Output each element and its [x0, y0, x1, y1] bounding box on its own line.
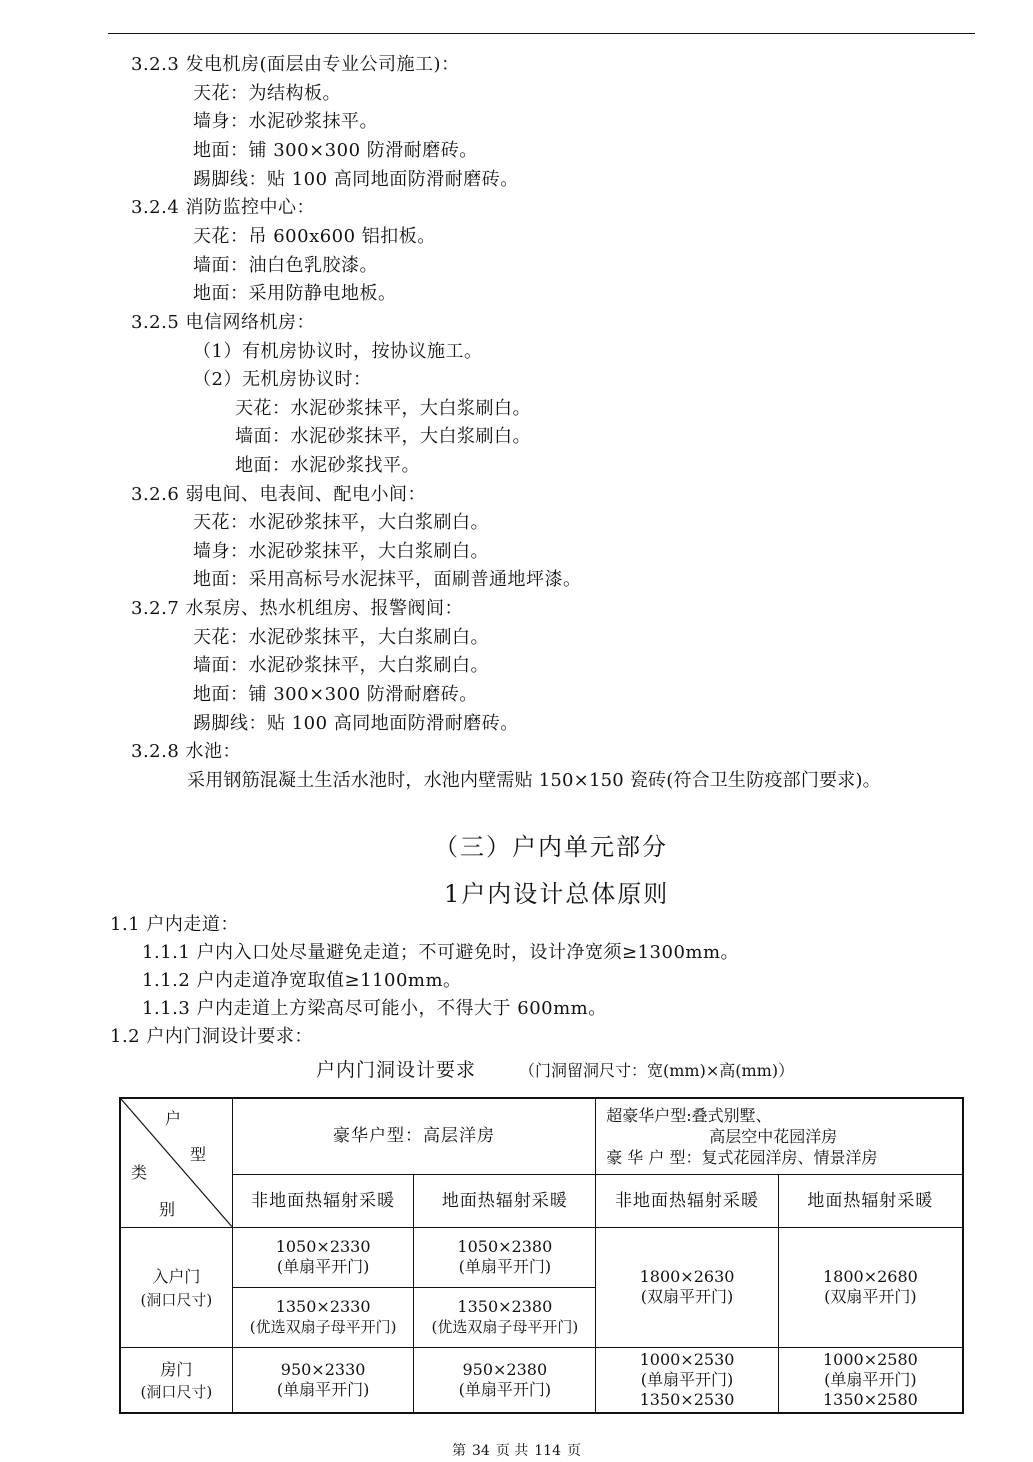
corner-label-lei: 类 — [131, 1163, 148, 1182]
group-header-line: 高层空中花园洋房 — [709, 1126, 838, 1146]
text-line: 踢脚线：贴 100 高同地面防滑耐磨砖。 — [193, 713, 519, 734]
page-number: 34 — [471, 1443, 490, 1459]
group-header-line: 超豪华户型:叠式别墅、 — [606, 1105, 772, 1125]
text-line: 采用钢筋混凝土生活水池时，水池内壁需贴 150×150 瓷砖(符合卫生防疫部门要求)。 — [187, 770, 881, 791]
text-line: 天花：水泥砂浆抹平，大白浆刷白。 — [235, 398, 531, 419]
door-type: (双扇平开门) — [824, 1287, 917, 1306]
corner-label-hu: 户 — [165, 1109, 182, 1128]
footer-prefix: 第 — [451, 1443, 466, 1459]
corner-label-bie: 别 — [159, 1200, 176, 1219]
heading-3-2-4: 3.2.4 消防监控中心： — [131, 197, 316, 218]
door-type: (优选双扇子母平开门) — [249, 1318, 397, 1336]
door-type: (单扇平开门) — [276, 1379, 370, 1399]
col-header-floor: 地面热辐射采暖 — [414, 1174, 596, 1227]
text-line: 1.1.2 户内走道净宽取值≥1100mm。 — [142, 970, 462, 991]
col-header-nonfloor: 非地面热辐射采暖 — [232, 1174, 414, 1227]
text-line: 墙面：油白色乳胶漆。 — [193, 255, 378, 276]
row-header-room-door — [120, 1347, 232, 1413]
text-line: 墙身：水泥砂浆抹平，大白浆刷白。 — [193, 541, 489, 562]
footer-suffix: 页 — [567, 1443, 581, 1459]
text-line: 天花：水泥砂浆抹平，大白浆刷白。 — [193, 512, 489, 533]
heading-1-2: 1.2 户内门洞设计要求： — [110, 1026, 313, 1047]
table-cell — [414, 1227, 596, 1287]
door-size: 1000×2530 — [639, 1349, 735, 1369]
heading-3-2-5: 3.2.5 电信网络机房： — [131, 312, 316, 333]
group-header-high-rise: 豪华户型：高层洋房 — [232, 1098, 595, 1174]
table-corner-header — [120, 1098, 232, 1227]
door-type: (单扇平开门) — [824, 1369, 917, 1389]
door-type: (双扇平开门) — [640, 1287, 734, 1306]
door-opening-table — [119, 1097, 964, 1414]
heading-1-1: 1.1 户内走道： — [110, 914, 239, 935]
text-line: 地面：铺 300×300 防滑耐磨砖。 — [193, 140, 478, 161]
table-cell — [596, 1347, 779, 1413]
page-footer — [0, 1441, 1033, 1461]
subsection-title: 1户内设计总体原则 — [444, 880, 670, 908]
total-pages: 114 — [534, 1443, 561, 1459]
door-size: 1050×2330 — [275, 1237, 371, 1256]
table-cell — [414, 1287, 596, 1347]
door-size: 1350×2530 — [639, 1389, 735, 1409]
table-cell — [778, 1227, 963, 1347]
text-line: 1.1.3 户内走道上方梁高尽可能小，不得大于 600mm。 — [142, 998, 607, 1019]
text-line: 地面：采用高标号水泥抹平，面刷普通地坪漆。 — [193, 569, 582, 590]
text-line: 墙身：水泥砂浆抹平。 — [193, 111, 378, 132]
text-line: 地面：水泥砂浆找平。 — [235, 455, 420, 476]
door-type: (单扇平开门) — [640, 1369, 734, 1389]
text-line: 天花：吊 600x600 铝扣板。 — [193, 226, 436, 247]
group-header-line: 豪 华 户 型：复式花园洋房、情景洋房 — [606, 1147, 878, 1167]
text-line: （1）有机房协议时，按协议施工。 — [193, 341, 483, 362]
text-line: （2）无机房协议时： — [193, 369, 372, 390]
table-cell — [778, 1347, 963, 1413]
heading-3-2-7: 3.2.7 水泵房、热水机组房、报警阀间： — [131, 598, 464, 619]
table-cell — [232, 1227, 414, 1287]
door-size: 1000×2580 — [822, 1349, 918, 1369]
heading-3-2-6: 3.2.6 弱电间、电表间、配电小间： — [131, 484, 427, 505]
door-type: (单扇平开门) — [276, 1257, 370, 1276]
table-caption-note: （门洞留洞尺寸：宽(mm)×高(mm)） — [519, 1061, 795, 1080]
table-caption: 户内门洞设计要求 — [316, 1059, 477, 1081]
door-size: 1350×2330 — [275, 1297, 371, 1316]
text-line: 踢脚线：贴 100 高同地面防滑耐磨砖。 — [193, 169, 519, 190]
text-line: 地面：采用防静电地板。 — [193, 283, 397, 304]
door-size: 950×2380 — [462, 1359, 548, 1379]
heading-3-2-8: 3.2.8 水池： — [131, 741, 242, 762]
table-cell — [232, 1347, 414, 1413]
door-type: (单扇平开门) — [458, 1379, 552, 1399]
text-line: 1.1.1 户内入口处尽量避免走道；不可避免时，设计净宽须≥1300mm。 — [142, 942, 740, 963]
table-cell — [232, 1287, 414, 1347]
row-header-entry-door — [120, 1227, 232, 1347]
door-size: 1800×2680 — [822, 1267, 918, 1286]
door-size: 1050×2380 — [457, 1237, 553, 1256]
door-size: 1800×2630 — [639, 1267, 735, 1286]
text-line: 墙面：水泥砂浆抹平，大白浆刷白。 — [235, 426, 531, 447]
row-label: 入户门 — [152, 1267, 201, 1286]
door-size: 950×2330 — [280, 1359, 366, 1379]
text-line: 墙面：水泥砂浆抹平，大白浆刷白。 — [193, 655, 489, 676]
section-title: （三）户内单元部分 — [434, 833, 668, 861]
text-line: 天花：水泥砂浆抹平，大白浆刷白。 — [193, 627, 489, 648]
table-cell — [414, 1347, 596, 1413]
row-label: 房门 — [160, 1359, 193, 1379]
footer-mid: 页 共 — [495, 1443, 529, 1459]
door-size: 1350×2580 — [822, 1389, 918, 1409]
col-header-nonfloor: 非地面热辐射采暖 — [596, 1174, 779, 1227]
corner-label-xing: 型 — [190, 1145, 207, 1164]
door-type: (单扇平开门) — [458, 1257, 552, 1276]
row-sublabel: (洞口尺寸) — [140, 1382, 213, 1401]
text-line: 天花：为结构板。 — [193, 83, 341, 104]
table-cell — [596, 1227, 779, 1347]
heading-3-2-3: 3.2.3 发电机房(面层由专业公司施工)： — [131, 54, 460, 75]
door-size: 1350×2380 — [457, 1297, 553, 1316]
header-rule — [108, 33, 975, 34]
row-sublabel: (洞口尺寸) — [140, 1291, 213, 1309]
text-line: 地面：铺 300×300 防滑耐磨砖。 — [193, 684, 478, 705]
group-header-luxury — [596, 1098, 963, 1174]
door-type: (优选双扇子母平开门) — [431, 1318, 579, 1336]
col-header-floor: 地面热辐射采暖 — [778, 1174, 963, 1227]
